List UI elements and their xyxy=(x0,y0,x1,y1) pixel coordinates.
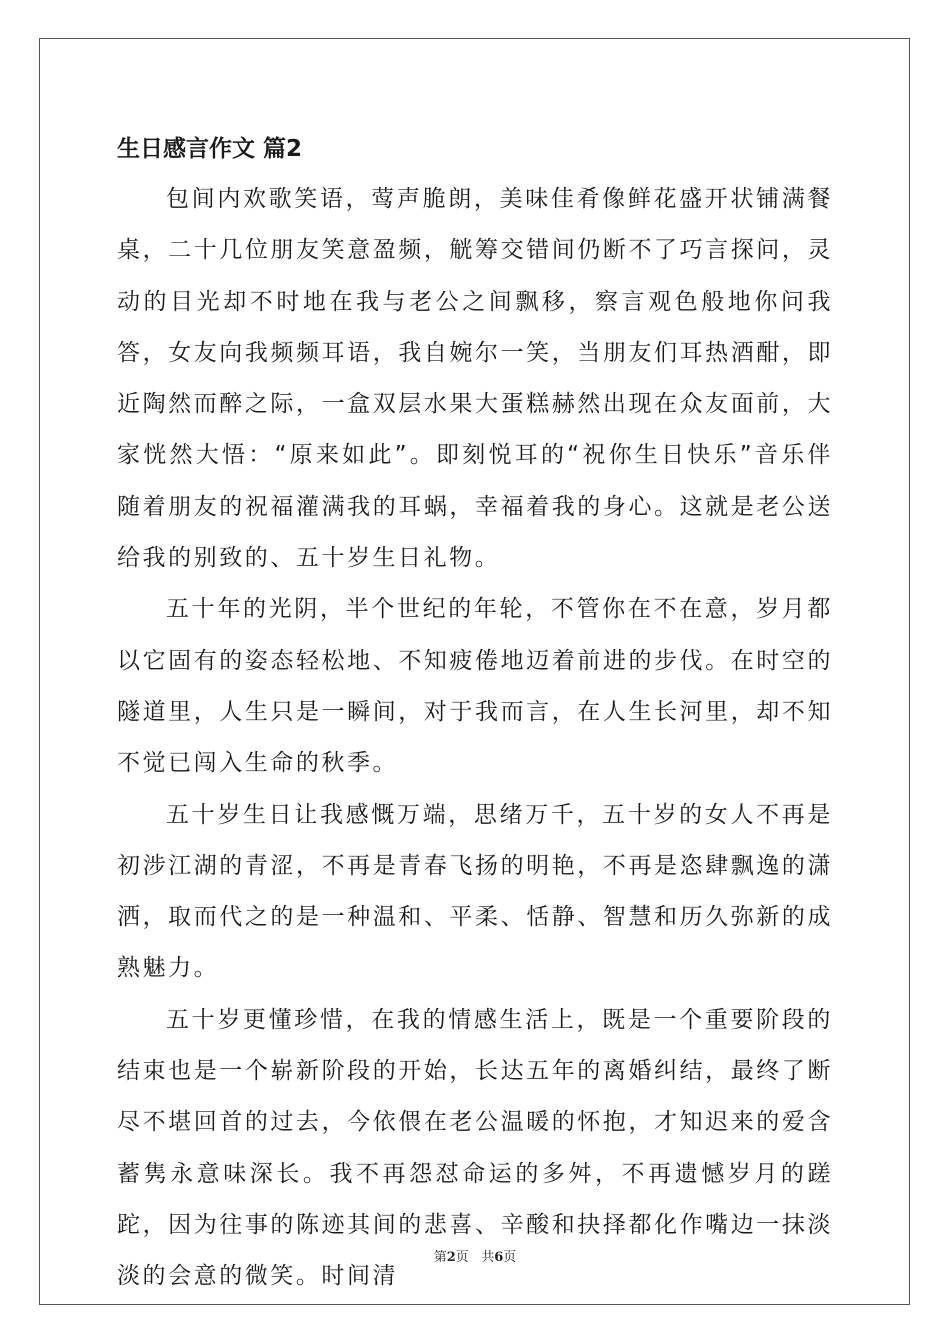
paragraph-1: 包间内欢歌笑语，莺声脆朗，美味佳肴像鲜花盛开状铺满餐桌，二十几位朋友笑意盈频，觥筹交错间仍断不了巧言探问，灵动的目光却不时地在我与老公之间飘移，察言观色般地你问我答，女友向我频频耳语，我自婉尔一笑，当朋友们耳热酒酣，即近陶然而醉之际，一盒双层水果大蛋糕赫然出现在众友面前，大家恍然大悟：“原来如此”。即刻悦耳的“祝你生日快乐”音乐伴随着朋友的祝福灌满我的耳蜗，幸福着我的身心。这就是老公送给我的别致的、五十岁生日礼物。 xyxy=(117,186,833,572)
footer-page-suffix: 页 xyxy=(455,1250,469,1265)
document-title: 生日感言作文 篇2 xyxy=(117,136,303,162)
footer-prefix: 第 xyxy=(433,1250,447,1265)
footer-total-prefix: 共 xyxy=(481,1250,495,1265)
paragraph-4: 五十岁更懂珍惜，在我的情感生活上，既是一个重要阶段的结束也是一个崭新阶段的开始，长达五年的离婚纠结，最终了断尽不堪回首的过去，今依偎在老公温暖的怀抱，才知迟来的爱含蓄隽永意味深长。我不再怨怼命运的多舛，不再遗憾岁月的蹉跎，因为往事的陈迹其间的悲喜、辛酸和抉择都化作嘴边一抹淡淡的会意的微笑。时间清 xyxy=(117,1006,833,1290)
footer-total-suffix: 页 xyxy=(503,1250,517,1265)
footer-page-number: 2 xyxy=(446,1250,456,1265)
document-body xyxy=(117,124,833,1303)
paragraph-2: 五十年的光阴，半个世纪的年轮，不管你在不在意，岁月都以它固有的姿态轻松地、不知疲倦地迈着前进的步伐。在时空的隧道里，人生只是一瞬间，对于我而言，在人生长河里，却不知不觉已闯入生命的秋季。 xyxy=(117,596,833,777)
page-footer xyxy=(0,1246,950,1265)
footer-total-pages: 6 xyxy=(494,1250,504,1265)
paragraph-3: 五十岁生日让我感慨万端，思绪万千，五十岁的女人不再是初涉江湖的青涩，不再是青春飞扬的明艳，不再是恣肆飘逸的潇洒，取而代之的是一种温和、平柔、恬静、智慧和历久弥新的成熟魅力。 xyxy=(117,801,833,982)
